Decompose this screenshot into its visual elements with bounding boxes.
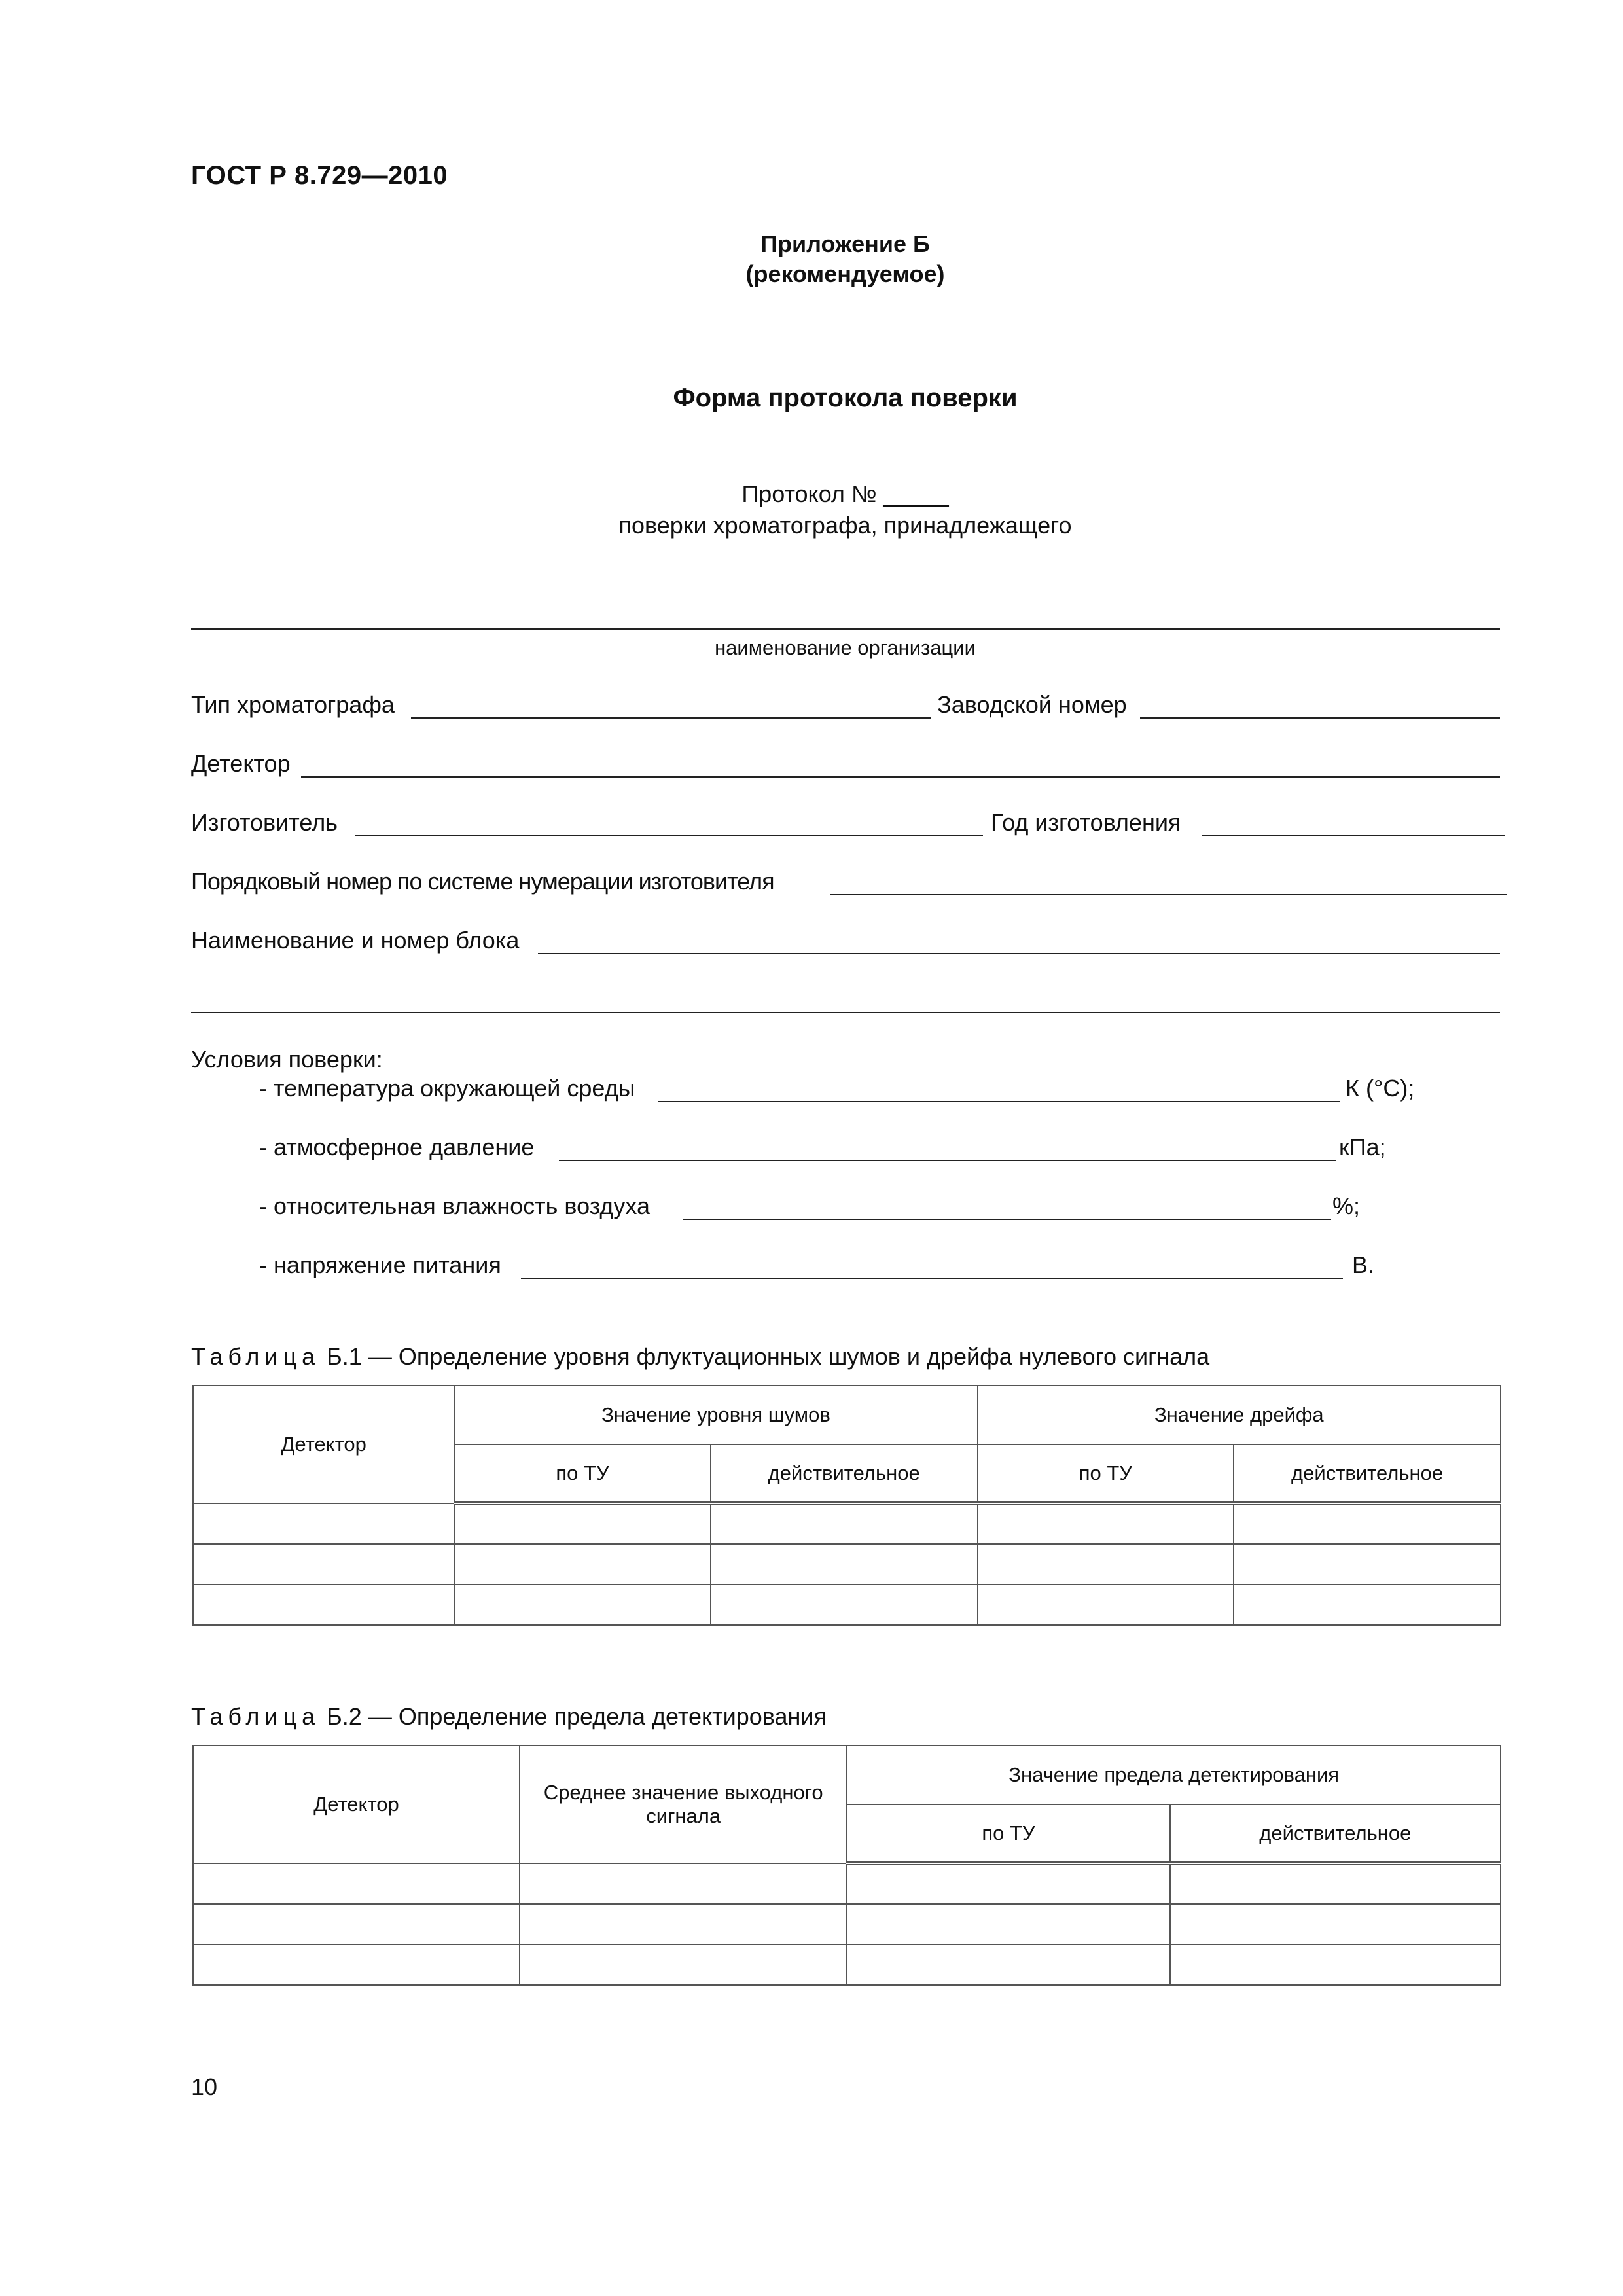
temperature-label: - температура окружающей среды — [259, 1075, 635, 1102]
chromatograph-type-label: Тип хроматографа — [191, 691, 395, 718]
table2-limit-actual: действительное — [1170, 1804, 1501, 1863]
form-title: Форма протокола поверки — [673, 384, 1018, 412]
table-row — [193, 1904, 1501, 1945]
seq-number-field[interactable] — [830, 894, 1507, 895]
field-row-block — [191, 927, 1500, 960]
table2 — [192, 1745, 1501, 1986]
table1-detector-header: Детектор — [193, 1386, 454, 1503]
condition-voltage — [259, 1251, 1424, 1284]
voltage-unit: В. — [1352, 1251, 1375, 1278]
table1 — [192, 1385, 1501, 1626]
table-cell[interactable] — [1170, 1945, 1501, 1985]
appendix-title: Приложение Б — [760, 230, 930, 257]
table1-noise-header: Значение уровня шумов — [454, 1386, 977, 1444]
condition-humidity — [259, 1193, 1424, 1225]
table1-drift-header: Значение дрейфа — [978, 1386, 1501, 1444]
chromatograph-type-field[interactable] — [411, 717, 931, 719]
table2-limit-header: Значение предела детектирования — [847, 1746, 1501, 1804]
organization-caption: наименование организации — [715, 636, 976, 659]
field-row-manufacturer — [191, 809, 1507, 842]
block-field[interactable] — [538, 953, 1500, 954]
table2-detector-header: Детектор — [193, 1746, 520, 1863]
table-row — [193, 1503, 1501, 1544]
pressure-label: - атмосферное давление — [259, 1134, 535, 1160]
table2-mean-header: Среднее значение выходного сигнала — [520, 1746, 847, 1863]
protocol-subtitle: поверки хроматографа, принадлежащего — [618, 512, 1072, 539]
table-row — [193, 1863, 1501, 1904]
table-cell[interactable] — [711, 1544, 978, 1585]
table-cell[interactable] — [193, 1863, 520, 1904]
table-row — [193, 1585, 1501, 1625]
detector-field[interactable] — [301, 776, 1500, 778]
year-label: Год изготовления — [991, 809, 1181, 836]
serial-number-field[interactable] — [1140, 717, 1500, 719]
table-cell[interactable] — [1170, 1904, 1501, 1945]
table-cell[interactable] — [847, 1904, 1169, 1945]
extra-fill-line[interactable] — [191, 1012, 1500, 1013]
table-cell[interactable] — [978, 1544, 1234, 1585]
table1-caption-text: Б.1 — Определение уровня флуктуационных шумов и дрейфа нулевого сигнала — [327, 1343, 1210, 1370]
condition-pressure — [259, 1134, 1424, 1166]
pressure-field[interactable] — [559, 1160, 1336, 1161]
detector-label: Детектор — [191, 750, 291, 777]
table-cell[interactable] — [520, 1863, 847, 1904]
humidity-label: - относительная влажность воздуха — [259, 1193, 651, 1219]
standard-header: ГОСТ Р 8.729—2010 — [191, 161, 448, 190]
table-cell[interactable] — [193, 1945, 520, 1985]
table1-caption — [191, 1343, 1209, 1371]
temperature-field[interactable] — [658, 1101, 1340, 1102]
table-cell[interactable] — [454, 1544, 711, 1585]
table-cell[interactable] — [520, 1945, 847, 1985]
table-cell[interactable] — [193, 1585, 454, 1625]
field-row-seq — [191, 868, 1507, 901]
protocol-number-line: Протокол № _____ — [741, 480, 949, 507]
temperature-unit: К (°С); — [1346, 1075, 1415, 1102]
table1-noise-tu: по ТУ — [454, 1444, 711, 1503]
table-cell[interactable] — [193, 1503, 454, 1544]
table1-drift-tu: по ТУ — [978, 1444, 1234, 1503]
table-row — [193, 1544, 1501, 1585]
table-cell[interactable] — [1234, 1544, 1501, 1585]
table-cell[interactable] — [193, 1544, 454, 1585]
organization-fill-line[interactable] — [191, 628, 1500, 630]
condition-temperature — [259, 1075, 1424, 1107]
table-cell[interactable] — [978, 1503, 1234, 1544]
table-cell[interactable] — [520, 1904, 847, 1945]
field-row-type — [191, 691, 1500, 724]
block-label: Наименование и номер блока — [191, 927, 520, 954]
voltage-field[interactable] — [521, 1278, 1343, 1279]
pressure-unit: кПа; — [1339, 1134, 1386, 1160]
field-row-detector — [191, 750, 1500, 783]
table2-caption-prefix: Таблица — [191, 1703, 321, 1730]
year-field[interactable] — [1202, 835, 1505, 836]
table1-noise-actual: действительное — [711, 1444, 978, 1503]
manufacturer-field[interactable] — [355, 835, 983, 836]
table-cell[interactable] — [193, 1904, 520, 1945]
table-cell[interactable] — [454, 1585, 711, 1625]
table1-caption-prefix: Таблица — [191, 1343, 321, 1370]
table-cell[interactable] — [1234, 1585, 1501, 1625]
humidity-field[interactable] — [683, 1219, 1331, 1220]
table-row — [193, 1945, 1501, 1985]
manufacturer-label: Изготовитель — [191, 809, 338, 836]
table2-caption-text: Б.2 — Определение предела детектирования — [327, 1703, 827, 1730]
table1-drift-actual: действительное — [1234, 1444, 1501, 1503]
table-cell[interactable] — [847, 1863, 1169, 1904]
table2-limit-tu: по ТУ — [847, 1804, 1169, 1863]
appendix-status: (рекомендуемое) — [745, 260, 945, 287]
voltage-label: - напряжение питания — [259, 1251, 501, 1278]
seq-number-label: Порядковый номер по системе нумерации изготовителя — [191, 868, 774, 895]
table2-caption — [191, 1703, 827, 1731]
conditions-heading: Условия поверки: — [191, 1046, 383, 1073]
humidity-unit: %; — [1332, 1193, 1361, 1219]
table-cell[interactable] — [978, 1585, 1234, 1625]
serial-number-label: Заводской номер — [937, 691, 1127, 718]
table-cell[interactable] — [711, 1503, 978, 1544]
page-number: 10 — [191, 2073, 218, 2100]
table-cell[interactable] — [1170, 1863, 1501, 1904]
table-cell[interactable] — [1234, 1503, 1501, 1544]
table-cell[interactable] — [711, 1585, 978, 1625]
table-cell[interactable] — [454, 1503, 711, 1544]
table-cell[interactable] — [847, 1945, 1169, 1985]
